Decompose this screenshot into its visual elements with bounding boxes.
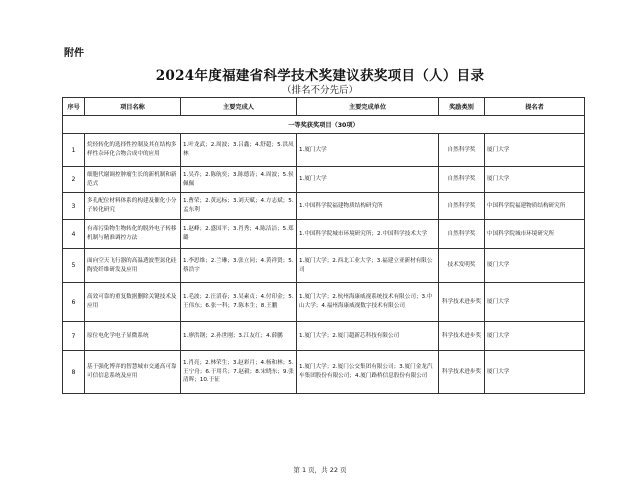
row-nominator: 厦门大学: [485, 322, 585, 351]
header-award-category: 奖励类别: [439, 98, 485, 116]
row-award-category: 科学技术进步奖: [439, 351, 485, 394]
table-row: [63, 322, 585, 351]
row-project-name: 多孔配位材料体系的构建及催化小分子转化研究: [85, 193, 181, 220]
header-row: [63, 98, 585, 116]
row-award-category: 自然科学奖: [439, 220, 485, 249]
row-nominator: 厦门大学: [485, 167, 585, 193]
award-table: [62, 97, 585, 394]
row-main-people: 1.肖亮；2.林荣生；3.赵彩月；4.杨和林；5.王宁舟；6.于用兵；7.赵毅；8.宋晓东；9.张清晖；10.于征: [181, 351, 297, 394]
row-main-people: 1.毛波；2.汪滔春；3.吴素贞；4.付印金；5.王伟东；6.张一科；7.陈本生；8.王鹏: [181, 283, 297, 322]
row-main-units: 1.厦门大学: [297, 167, 439, 193]
row-nominator: 中国科学院福建物质结构研究所: [485, 193, 585, 220]
row-main-units: 1.厦门大学: [297, 134, 439, 167]
table-row: [63, 351, 585, 394]
header-main-people: 主要完成人: [181, 98, 297, 116]
row-no: 7: [63, 322, 85, 351]
row-no: 4: [63, 220, 85, 249]
row-no: 1: [63, 134, 85, 167]
header-nominator: 提名者: [485, 98, 585, 116]
header-main-units: 主要完成单位: [297, 98, 439, 116]
row-main-people: 1.廖洪钢；2.孙世刚；3.江友红；4.薛鹏: [181, 322, 297, 351]
section-title: 一等奖获奖项目（30项）: [63, 116, 585, 134]
table-row: [63, 134, 585, 167]
row-main-units: 1.厦门大学；2.厦门公交集团有限公司；3.厦门金龙汽车集团股份有限公司；4.厦门路桥信息股份有限公司: [297, 351, 439, 394]
row-nominator: 厦门大学: [485, 249, 585, 283]
page-subtitle: （排名不分先后）: [281, 85, 358, 96]
row-nominator: 中国科学院城市环境研究所: [485, 220, 585, 249]
attachment-label: 附件: [64, 48, 84, 59]
row-main-units: 1.厦门大学；2.杭州海康威视系统技术有限公司；3.中山大学；4.福州海康威视数字技术有限公司: [297, 283, 439, 322]
row-main-people: 1.李思维；2.兰琳；3.张立同；4.黄祥贤；5.蔡浩宇: [181, 249, 297, 283]
row-no: 6: [63, 283, 85, 322]
row-project-name: 面向空天飞行器的高温透波型氮化硅陶瓷纤维研发及应用: [85, 249, 181, 283]
row-project-name: 烷烃转化的选择性控制及其在结构多样性杂环化合物合成中的应用: [85, 134, 181, 167]
row-award-category: 科学技术进步奖: [439, 283, 485, 322]
header-no: 序号: [63, 98, 85, 116]
row-award-category: 自然科学奖: [439, 134, 485, 167]
section-row: [63, 116, 585, 134]
row-main-people: 1.赵峰；2.盛国平；3.肖秀；4.陈洁洁；5.郑璐: [181, 220, 297, 249]
row-award-category: 科学技术进步奖: [439, 322, 485, 351]
row-project-name: 细胞代谢调控肿瘤生长的新机制和新范式: [85, 167, 181, 193]
row-nominator: 厦门大学: [485, 351, 585, 394]
row-project-name: 高效可靠的重复数据删除关键技术及应用: [85, 283, 181, 322]
row-main-units: 1.厦门大学；2.西北工业大学；3.福建立亚新材有限公司: [297, 249, 439, 283]
row-main-people: 1.吴乔；2.陈航奕；3.陈德涛；4.周波；5.侯佩佩: [181, 167, 297, 193]
row-project-name: 原位电化学电子显微系统: [85, 322, 181, 351]
row-main-people: 1.叶龙武；2.周波；3.吕鑫；4.舒超；5.洪凤林: [181, 134, 297, 167]
row-nominator: 厦门大学: [485, 134, 585, 167]
row-award-category: 技术发明奖: [439, 249, 485, 283]
row-project-name: 基于强化博弈的智慧城市交通高可靠可信信息系统及应用: [85, 351, 181, 394]
table-row: [63, 283, 585, 322]
row-award-category: 自然科学奖: [439, 167, 485, 193]
row-project-name: 有毒污染物生物转化的脱外电子转移机制与精准调控方法: [85, 220, 181, 249]
row-no: 2: [63, 167, 85, 193]
page-footer: 第 1 页，共 22 页: [293, 466, 347, 474]
row-main-people: 1.曹荣；2.黄远标；3.刘天赋；4.方志斌；5.孟东利: [181, 193, 297, 220]
row-main-units: 1.中国科学院城市环境研究所；2.中国科学技术大学: [297, 220, 439, 249]
row-no: 3: [63, 193, 85, 220]
table-row: [63, 249, 585, 283]
row-main-units: 1.中国科学院福建物质结构研究所: [297, 193, 439, 220]
page-title: 2024年度福建省科学技术奖建议获奖项目（人）目录: [155, 68, 485, 84]
table-row: [63, 193, 585, 220]
row-main-units: 1.厦门大学；2.厦门超新芯科技有限公司: [297, 322, 439, 351]
table-row: [63, 167, 585, 193]
header-project-name: 项目名称: [85, 98, 181, 116]
row-no: 8: [63, 351, 85, 394]
table-row: [63, 220, 585, 249]
row-no: 5: [63, 249, 85, 283]
row-nominator: 厦门大学: [485, 283, 585, 322]
row-award-category: 自然科学奖: [439, 193, 485, 220]
